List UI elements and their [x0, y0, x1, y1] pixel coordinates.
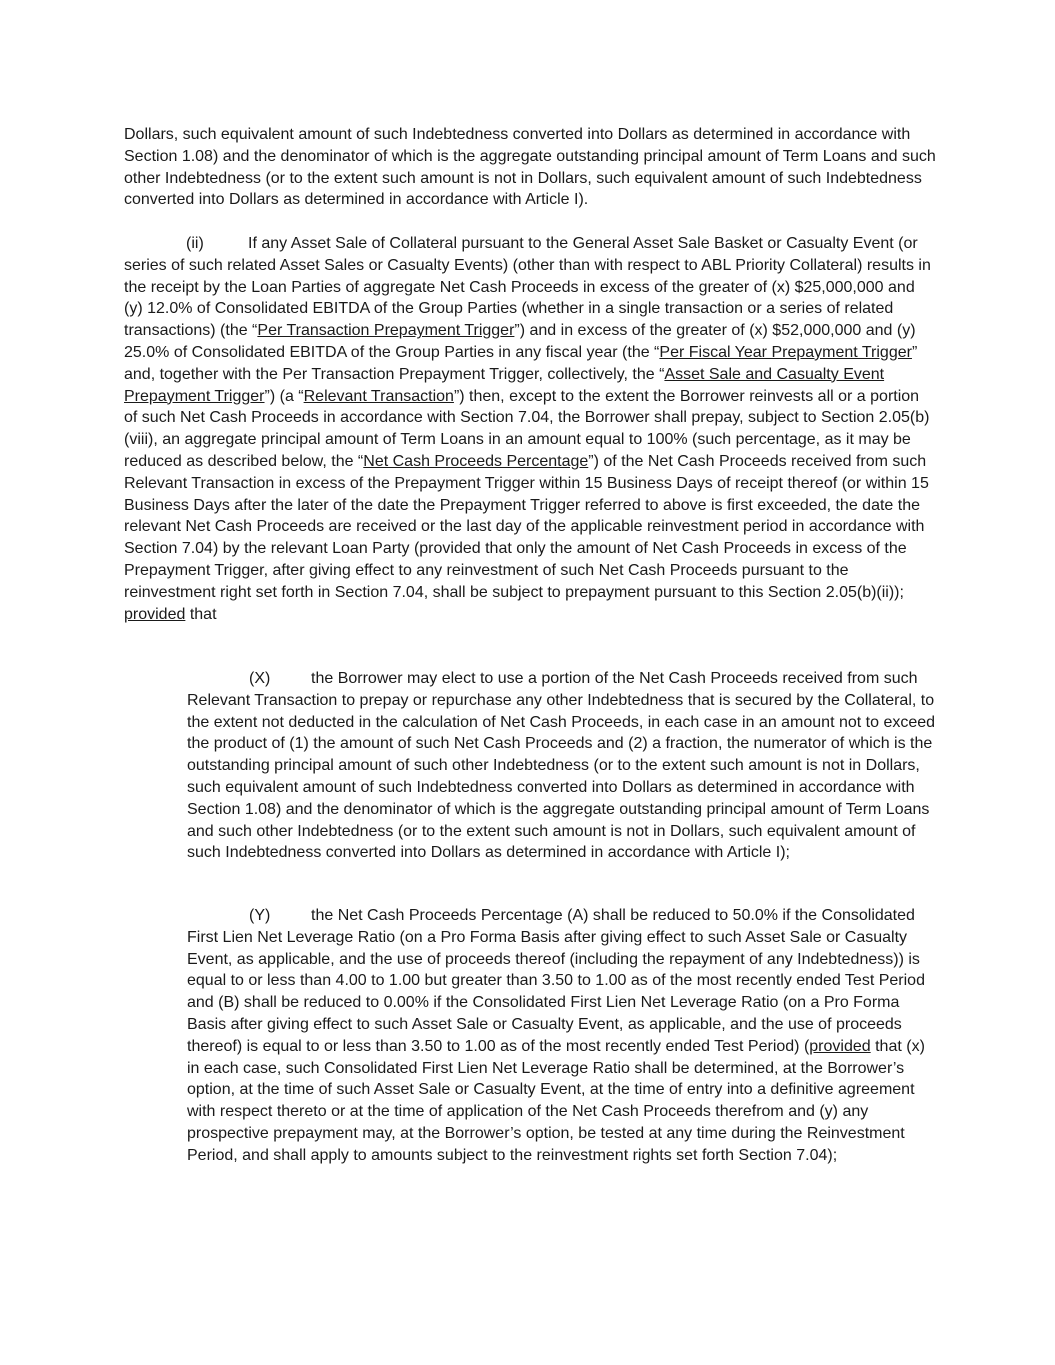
defined-term: Asset Sale and Casualty Event Prepayment Trigger — [124, 365, 885, 405]
paragraph-text: the Borrower may elect to use a portion of the Net Cash Proceeds received from such Relevant Transaction to prepay or repurchase any other Indebtedness that is secured by the Collateral, to the extent not deducted in the calculation of Net Cash Proceeds, in each case in an amount not to exceed the product of (1) the amount of such Net Cash Proceeds and (2) a fraction, the numerator of which is the outstanding principal amount of such other Indebtedness (or to the extent such amount is not in Dollars, such equivalent amount of such Indebtedness converted into Dollars as determined in accordance with Section 1.08) and the denominator of which is the aggregate outstanding principal amount of Term Loans and such other Indebtedness (or to the extent such amount is not in Dollars, such equivalent amount of such Indebtedness converted into Dollars as determined in accordance with Article I); — [187, 670, 936, 862]
defined-term: Net Cash Proceeds Percentage — [363, 452, 589, 470]
defined-term: Per Transaction Prepayment Trigger — [257, 322, 515, 340]
defined-term: Relevant Transaction — [303, 387, 454, 405]
section-label: (ii) — [186, 235, 204, 252]
clause-label: (Y) — [249, 907, 271, 924]
paragraph-clause-x — [187, 668, 937, 864]
defined-term: Per Fiscal Year Prepayment Trigger — [659, 343, 912, 361]
paragraph-clause-y — [187, 905, 937, 1167]
paragraph-text: ”) of the Net Cash Proceeds received from such Relevant Transaction in excess of the Prepayment Trigger within 15 Business Days of receipt thereof (or within 15 Business Days after the later of the date the Prepayment Trigger referred to above is first exceeded, the date the relevant Net Cash Proceeds are received or the last day of the applicable reinvestment period in accordance with Section 7.04) by the relevant Loan Party (provided that only the amount of Net Cash Proceeds in excess of the Prepayment Trigger, after giving effect to any reinvestment of such Net Cash Proceeds pursuant to the reinvestment right set forth in Section 7.04, shall be subject to prepayment pursuant to this Section 2.05(b)(ii)); — [124, 452, 929, 601]
paragraph-text: ”) then, except to the extent the Borrower reinvests all or a portion of such Net Cash Proceeds in accordance with Section 7.04, the Borrower shall prepay, subject to Section 2.05(b)(viii), an aggregate principal amount of Term Loans in an amount equal to 100% (such percentage, as it may be reduced as described below, the “ — [124, 387, 930, 470]
paragraph-text: that (x) in each case, such Consolidated First Lien Net Leverage Ratio shall be determined, at the Borrower’s option, at the time of such Asset Sale or Casualty Event, at the time of entry into a definitive agreement with respect thereto or at the time of application of the Net Cash Proceeds therefrom and (y) any prospective prepayment may, at the Borrower’s option, be tested at any time during the Reinvestment Period, and shall apply to amounts subject to the reinvestment rights set forth Section 7.04); — [187, 1037, 925, 1164]
paragraph-text: ”) (a “ — [264, 387, 304, 405]
paragraph-section-ii — [124, 233, 936, 625]
paragraph-text: ” and, together with the Per Transaction Prepayment Trigger, collectively, the “ — [124, 343, 918, 383]
paragraph-text: that — [185, 605, 217, 623]
paragraph-continuation — [124, 124, 936, 211]
paragraph-text: If any Asset Sale of Collateral pursuant to the General Asset Sale Basket or Casualty Event (or series of such related Asset Sales or Casualty Events) (other than with respect to ABL Priority Collateral) results in the receipt by the Loan Parties of aggregate Net Cash Proceeds in excess of the greater of (x) $25,000,000 and (y) 12.0% of Consolidated EBITDA of the Group Parties (whether in a single transaction or a series of related transactions) (the “ — [124, 235, 931, 340]
clause-label: (X) — [249, 670, 271, 687]
defined-term: provided — [809, 1037, 871, 1055]
defined-term: provided — [124, 605, 186, 623]
paragraph-text: Dollars, such equivalent amount of such Indebtedness converted into Dollars as determined in accordance with Section 1.08) and the denominator of which is the aggregate outstanding principal amount of Term Loans and such other Indebtedness (or to the extent such amount is not in Dollars, such equivalent amount of such Indebtedness converted into Dollars as determined in accordance with Article I). — [124, 126, 936, 209]
paragraph-text: ”) and in excess of the greater of (x) $52,000,000 and (y) 25.0% of Consolidated EBITDA of the Group Parties in any fiscal year (the “ — [124, 322, 916, 361]
paragraph-text: the Net Cash Proceeds Percentage (A) shall be reduced to 50.0% if the Consolidated First Lien Net Leverage Ratio (on a Pro Forma Basis after giving effect to such Asset Sale or Casualty Event, as applicable, and the use of proceeds thereof (including the repayment of any Indebtedness)) is equal to or less than 4.00 to 1.00 but greater than 3.50 to 1.00 as of the most recently ended Test Period and (B) shall be reduced to 0.00% if the Consolidated First Lien Net Leverage Ratio (on a Pro Forma Basis after giving effect to such Asset Sale or Casualty Event, as applicable, and the use of proceeds thereof) is equal to or less than 3.50 to 1.00 as of the most recently ended Test Period) ( — [187, 907, 925, 1055]
